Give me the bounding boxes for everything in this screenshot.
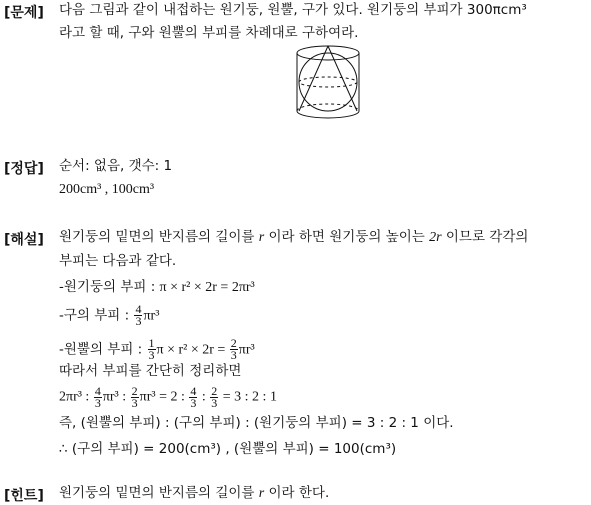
answer-tag: [정답] <box>4 161 44 177</box>
ratio-part: = 3 : 2 : 1 <box>219 389 277 405</box>
solution-line-1 <box>59 228 528 247</box>
ratio-part: πr³ : <box>102 389 130 405</box>
fraction: $\frac{2}{3}$ <box>211 384 218 410</box>
ratio-line <box>59 386 277 409</box>
cone-left-side <box>299 46 328 111</box>
cylinder-volume-label: -원기둥의 부피 : <box>59 279 160 295</box>
fraction: $\frac{4}{3}$ <box>94 384 101 410</box>
fraction: $\frac{4}{3}$ <box>190 384 197 410</box>
ratio-part: 2πr³ : <box>59 389 93 405</box>
var-r: r <box>258 230 265 245</box>
cylinder-bottom-front <box>297 111 359 118</box>
solution-text: 원기둥의 밑면의 반지름의 길이를 <box>59 229 259 245</box>
fraction: $\frac{1}{3}$ <box>148 336 155 362</box>
cone-right-side <box>328 46 357 111</box>
fraction: $\frac{2}{3}$ <box>230 336 237 362</box>
ratio-part: : <box>198 389 210 405</box>
sphere-volume-line <box>59 304 159 327</box>
therefore-line: ∴ (구의 부피) = 200(cm³) , (원뿔의 부피) = 100(cm³) <box>59 441 397 457</box>
solution-text: 이므로 각각의 <box>441 229 529 245</box>
solution-line-2: 부피는 다음과 같다. <box>59 253 177 269</box>
hint-text: 이라 한다. <box>264 485 330 501</box>
cylinder-bottom-back <box>297 104 359 111</box>
sphere-outline <box>299 53 357 111</box>
cone-volume-mid: π × r² × 2r = <box>156 342 229 358</box>
fraction: $\frac{2}{3}$ <box>131 384 138 410</box>
cone-volume-tail: πr³ <box>238 342 255 358</box>
fraction: $\frac{4}{3}$ <box>135 302 142 328</box>
cone-volume-label: -원뿔의 부피 : <box>59 341 147 358</box>
var-r: r <box>258 486 265 501</box>
simplify-line: 따라서 부피를 간단히 정리하면 <box>59 363 242 379</box>
var-2r: 2r <box>429 230 442 245</box>
that-is-line: 즉, (원뿔의 부피) : (구의 부피) : (원기둥의 부피) = 3 : 2 : 1 이다. <box>59 415 454 431</box>
problem-line-1: 다음 그림과 같이 내접하는 원기둥, 원뿔, 구가 있다. 원기둥의 부피가 300πcm³ <box>59 2 527 18</box>
hint-text: 원기둥의 밑면의 반지름의 길이를 <box>59 485 259 501</box>
problem-line-2: 라고 할 때, 구와 원뿔의 부피를 차례대로 구하여라. <box>59 25 359 41</box>
sphere-volume-tail: πr³ <box>143 308 160 324</box>
problem-tag: [문제] <box>4 5 44 21</box>
solution-tag: [해설] <box>4 232 44 248</box>
sphere-equator <box>299 77 357 87</box>
sphere-volume-label: -구의 부피 : <box>59 307 134 324</box>
cylinder-volume-expr: π × r² × 2r = 2πr³ <box>159 280 255 295</box>
ratio-part: πr³ = 2 : <box>139 389 189 405</box>
answer-line-1: 순서: 없음, 갯수: 1 <box>59 158 173 174</box>
hint-tag: [힌트] <box>4 488 44 504</box>
cone-volume-line <box>59 338 255 361</box>
solution-text: 이라 하면 원기둥의 높이는 <box>264 229 430 245</box>
hint-line <box>59 484 329 503</box>
inscribed-solids-figure <box>293 44 363 124</box>
cylinder-volume-line <box>59 278 255 297</box>
answer-line-2: 200cm³ , 100cm³ <box>59 182 155 197</box>
